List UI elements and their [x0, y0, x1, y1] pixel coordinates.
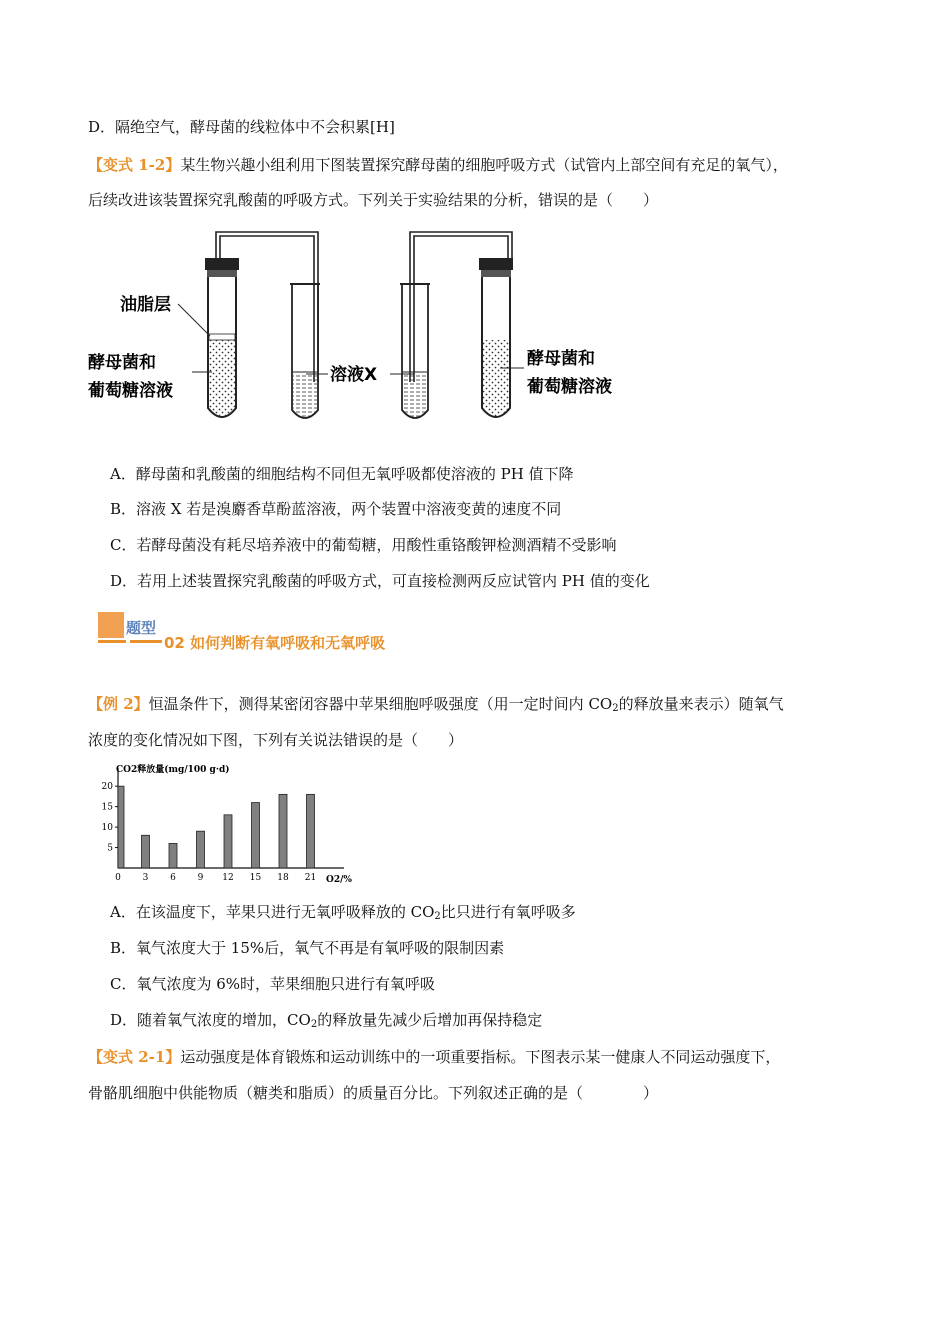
example-2-line2: 浓度的变化情况如下图，下列有关说法错误的是（ ） [88, 731, 464, 749]
bar [197, 831, 205, 868]
example-2-option-c: C．氧气浓度为 6%时，苹果细胞只进行有氧呼吸 [110, 975, 436, 993]
section-badge-box [98, 612, 124, 638]
bar [118, 786, 124, 868]
yeast-label-right-2: 葡萄糖溶液 [527, 377, 612, 397]
y-tick-label: 15 [101, 802, 113, 813]
right-sealed-tube [479, 258, 513, 417]
bar [307, 794, 315, 868]
example-2-line1: 【例 2】恒温条件下，测得某密闭容器中苹果细胞呼吸强度（用一定时间内 $CO_2$的释放量来表示）随氧气 [88, 695, 784, 714]
variant-1-2-line1: 【变式 1-2】某生物兴趣小组利用下图装置探究酵母菌的细胞呼吸方式（试管内上部空间有充足的氧气）， [88, 156, 788, 174]
yeast-label-left-2: 葡萄糖溶液 [88, 381, 173, 401]
bar [252, 803, 260, 868]
variant-1-2-option-c: C．若酵母菌没有耗尽培养液中的葡萄糖，用酸性重铬酸钾检测酒精不受影响 [110, 536, 617, 554]
left-open-tube [290, 284, 320, 418]
bar [279, 794, 287, 868]
oil-layer-label: 油脂层 [120, 295, 171, 315]
variant-1-2-option-d: D．若用上述装置探究乳酸菌的呼吸方式，可直接检测两反应试管内 PH 值的变化 [110, 572, 650, 590]
x-tick-label: 9 [197, 873, 204, 883]
section-title: 02 如何判断有氧呼吸和无氧呼吸 [164, 634, 386, 652]
variant-1-2-option-b: B．溶液 X 若是溴麝香草酚蓝溶液，两个装置中溶液变黄的速度不同 [110, 500, 562, 518]
test-tube-apparatus-figure [80, 222, 640, 432]
variant-tag: 【变式 2-1】 [88, 1048, 181, 1066]
bar [224, 815, 232, 868]
co2-release-bar-chart [96, 760, 356, 888]
solution-x-label: 溶液X [330, 365, 378, 385]
variant-2-1-line2: 骨骼肌细胞中供能物质（糖类和脂质）的质量百分比。下列叙述正确的是（ ） [88, 1084, 659, 1102]
variant-1-2-option-a: A．酵母菌和乳酸菌的细胞结构不同但无氧呼吸都使溶液的 PH 值下降 [110, 465, 574, 483]
example-2-option-b: B．氧气浓度大于 15%后，氧气不再是有氧呼吸的限制因素 [110, 939, 505, 957]
variant-tag: 【变式 1-2】 [88, 156, 181, 174]
variant-2-1-line1: 【变式 2-1】运动强度是体育锻炼和运动训练中的一项重要指标。下图表示某一健康人不同运动强度下， [88, 1048, 781, 1066]
chart-xlabel: O2/% [326, 875, 352, 885]
chart-bars [118, 786, 315, 868]
variant-1-2-line2: 后续改进该装置探究乳酸菌的呼吸方式。下列关于实验结果的分析，错误的是（ ） [88, 191, 659, 209]
example-2-option-d: D．随着氧气浓度的增加，$CO_2$的释放量先减少后增加再保持稳定 [110, 1011, 543, 1030]
x-tick-label: 18 [277, 873, 289, 883]
y-tick-label: 10 [101, 823, 113, 834]
x-tick-label: 12 [222, 873, 234, 883]
section-header [98, 612, 418, 658]
yeast-label-right-1: 酵母菌和 [527, 349, 595, 369]
bar [169, 843, 177, 868]
bar [142, 835, 150, 868]
section-badge-label: 题型 [126, 619, 157, 637]
y-tick-label: 5 [107, 843, 113, 854]
yeast-label-left-1: 酵母菌和 [88, 353, 156, 373]
example-2-option-a: A．在该温度下，苹果只进行无氧呼吸释放的 $CO_2$比只进行有氧呼吸多 [110, 903, 576, 922]
x-tick-label: 6 [170, 873, 176, 883]
x-tick-label: 21 [304, 873, 317, 883]
x-tick-label: 3 [142, 873, 149, 883]
chart-ylabel: CO2释放量(mg/100 g·d) [116, 765, 230, 775]
x-tick-label: 0 [115, 873, 121, 883]
x-tick-label: 15 [249, 873, 262, 883]
example-tag: 【例 2】 [88, 695, 149, 713]
y-tick-label: 20 [101, 782, 113, 793]
question-option-d: D．隔绝空气，酵母菌的线粒体中不会积累[H] [88, 118, 395, 136]
